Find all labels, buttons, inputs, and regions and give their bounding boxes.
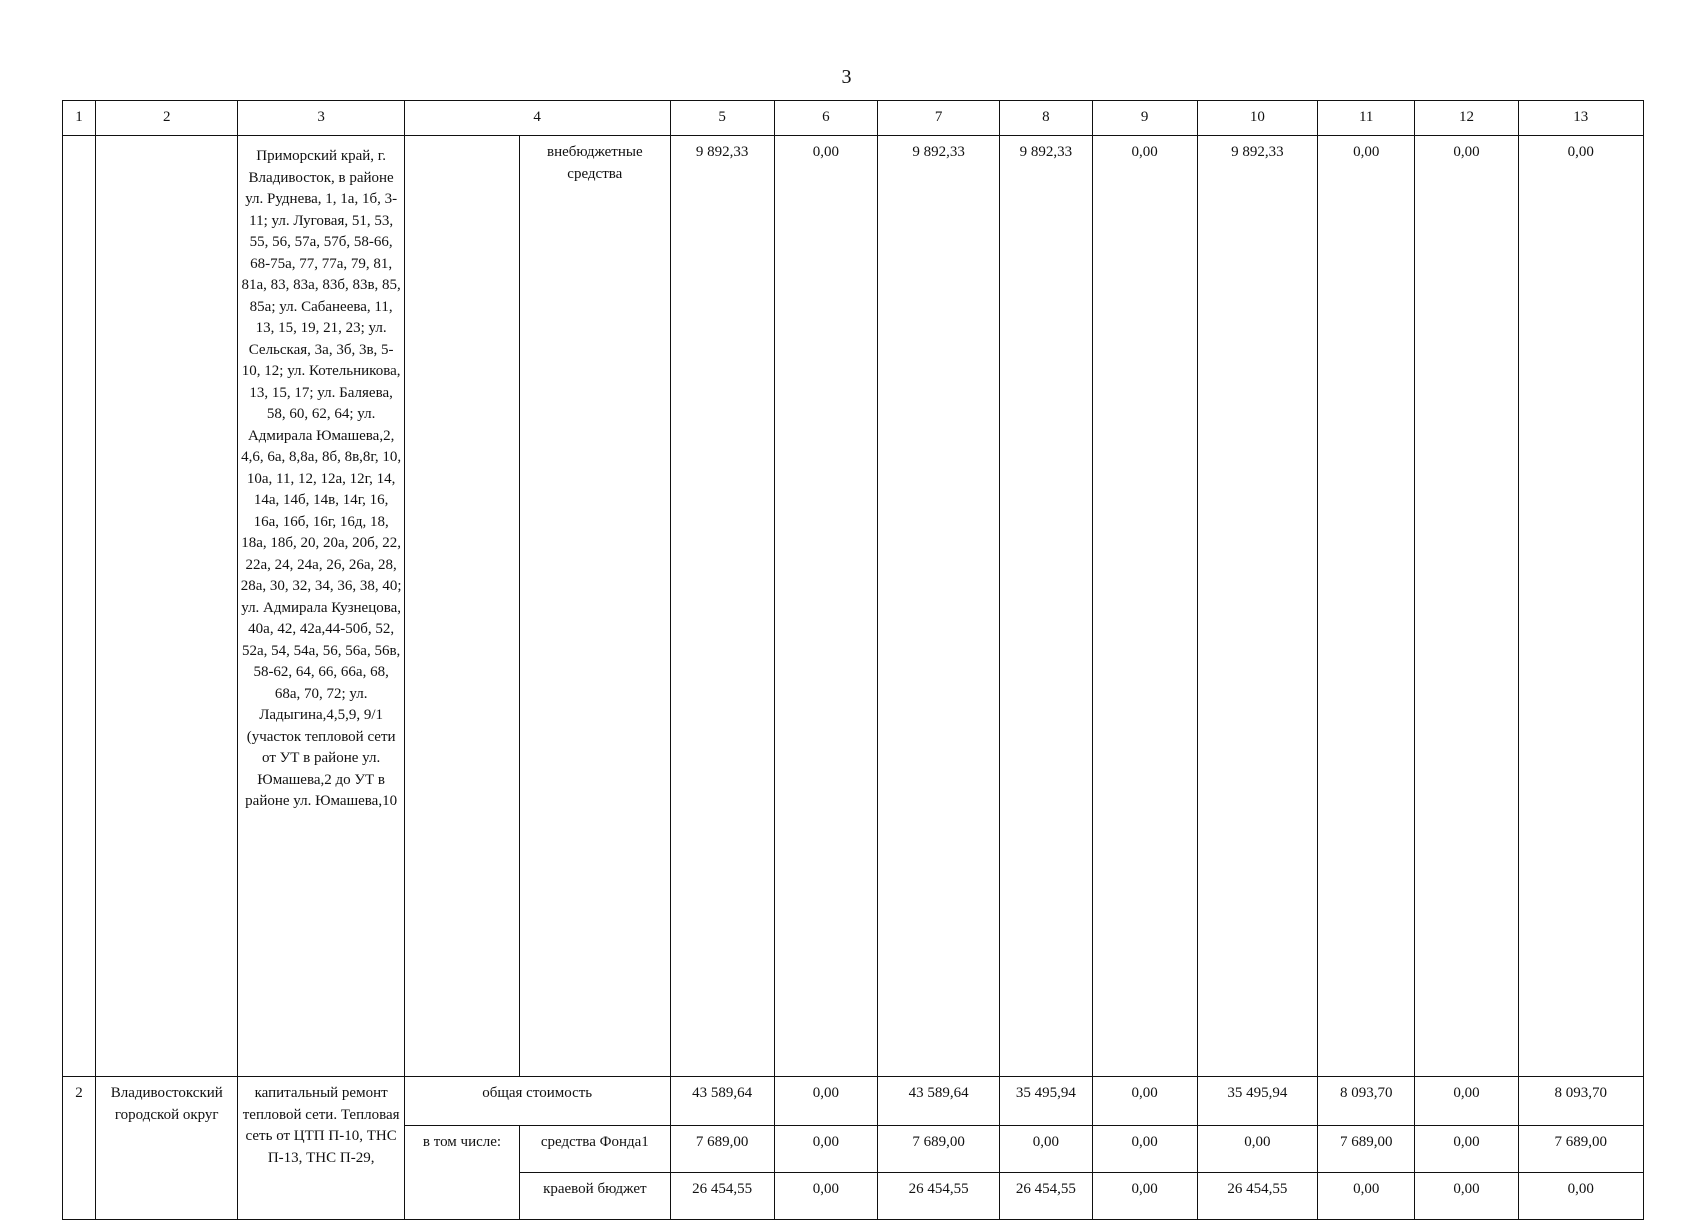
table-row-continuation	[63, 136, 1644, 1077]
column-header-4: 4	[404, 101, 670, 136]
item-number-cell	[63, 136, 96, 1077]
value-col-9: 0,00	[1092, 1126, 1197, 1173]
column-header-12: 12	[1415, 101, 1518, 136]
value-col-9: 0,00	[1092, 136, 1197, 1077]
object-address: Приморский край, г. Владивосток, в районе ул. Руднева, 1, 1а, 1б, 3-11; ул. Луговая, 51, 53, 55, 56, 57а, 57б, 58-66, 68-75а, 77, 77а, 79, 81, 81а, 83, 83а, 83б, 83в, 85, 85а; ул. Сабанеева, 11, 13, 15, 19, 21, 23; ул. Сельская, 3а, 3б, 3в, 5-10, 12; ул. Котельникова, 13, 15, 17; ул. Баляева, 58, 60, 62, 64; ул. Адмирала Юмашева,2, 4,6, 6а, 8,8а, 8б, 8в,8г, 10, 10а, 11, 12, 12а, 12г, 14, 14а, 14б, 14в, 14г, 16, 16а, 16б, 16г, 16д, 18, 18а, 18б, 20, 20а, 20б, 22, 22а, 24, 24а, 26, 26а, 28, 28а, 30, 32, 34, 36, 38, 40; ул. Адмирала Кузнецова, 40а, 42, 42а,44-50б, 52, 52а, 54, 54а, 56, 56а, 56в, 58-62, 64, 66, 66а, 68, 68а, 70, 72; ул. Ладыгина,4,5,9, 9/1 (участок тепловой сети от УТ в районе ул. Юмашева,2 до УТ в районе ул. Юмашева,10	[240, 148, 402, 809]
value-col-5: 9 892,33	[670, 136, 774, 1077]
value-col-13: 0,00	[1518, 136, 1643, 1077]
budget-table	[62, 100, 1644, 1220]
value-col-7: 26 454,55	[878, 1173, 1000, 1220]
object-description-cell: капитальный ремонт тепловой сети. Тепловая сеть от ЦТП П-10, ТНС П-13, ТНС П-29,	[238, 1077, 404, 1220]
value-col-13: 8 093,70	[1518, 1077, 1643, 1126]
value-col-6: 0,00	[774, 1126, 877, 1173]
value-col-11: 0,00	[1318, 1173, 1415, 1220]
value-col-12: 0,00	[1415, 1126, 1518, 1173]
column-header-5: 5	[670, 101, 774, 136]
value-col-8: 35 495,94	[1000, 1077, 1092, 1126]
value-col-5: 26 454,55	[670, 1173, 774, 1220]
value-col-12: 0,00	[1415, 1173, 1518, 1220]
table-row-total	[63, 1077, 1644, 1126]
value-col-13: 7 689,00	[1518, 1126, 1643, 1173]
value-col-7: 43 589,64	[878, 1077, 1000, 1126]
municipality-cell	[96, 136, 238, 1077]
total-cost-label: общая стоимость	[404, 1077, 670, 1126]
category-group-cell	[404, 136, 519, 1077]
value-col-8: 9 892,33	[1000, 136, 1092, 1077]
column-header-9: 9	[1092, 101, 1197, 136]
value-col-12: 0,00	[1415, 136, 1518, 1077]
value-col-11: 0,00	[1318, 136, 1415, 1077]
column-header-1: 1	[63, 101, 96, 136]
value-col-7: 7 689,00	[878, 1126, 1000, 1173]
municipality-cell: Владивостокский городской округ	[96, 1077, 238, 1220]
column-header-2: 2	[96, 101, 238, 136]
value-col-5: 7 689,00	[670, 1126, 774, 1173]
column-header-8: 8	[1000, 101, 1092, 136]
page-number: 3	[841, 66, 852, 88]
value-col-8: 26 454,55	[1000, 1173, 1092, 1220]
column-header-10: 10	[1197, 101, 1317, 136]
value-col-11: 7 689,00	[1318, 1126, 1415, 1173]
value-col-12: 0,00	[1415, 1077, 1518, 1126]
item-number-cell: 2	[63, 1077, 96, 1220]
value-col-6: 0,00	[774, 1173, 877, 1220]
value-col-9: 0,00	[1092, 1077, 1197, 1126]
column-header-6: 6	[774, 101, 877, 136]
fund-source-label: средства Фонда1	[520, 1126, 670, 1173]
including-label: в том числе:	[404, 1126, 519, 1220]
column-header-13: 13	[1518, 101, 1643, 136]
value-col-5: 43 589,64	[670, 1077, 774, 1126]
column-header-11: 11	[1318, 101, 1415, 136]
column-header-3: 3	[238, 101, 404, 136]
value-col-7: 9 892,33	[878, 136, 1000, 1077]
value-col-8: 0,00	[1000, 1126, 1092, 1173]
value-col-6: 0,00	[774, 136, 877, 1077]
funding-source-cell: внебюджетные средства	[520, 136, 670, 1077]
column-header-7: 7	[878, 101, 1000, 136]
value-col-13: 0,00	[1518, 1173, 1643, 1220]
value-col-11: 8 093,70	[1318, 1077, 1415, 1126]
value-col-10: 26 454,55	[1197, 1173, 1317, 1220]
column-number-header-row	[63, 101, 1644, 136]
object-address-cell	[238, 136, 404, 1077]
value-col-6: 0,00	[774, 1077, 877, 1126]
regional-budget-label: краевой бюджет	[520, 1173, 670, 1220]
value-col-10: 35 495,94	[1197, 1077, 1317, 1126]
value-col-9: 0,00	[1092, 1173, 1197, 1220]
value-col-10: 9 892,33	[1197, 136, 1317, 1077]
value-col-10: 0,00	[1197, 1126, 1317, 1173]
